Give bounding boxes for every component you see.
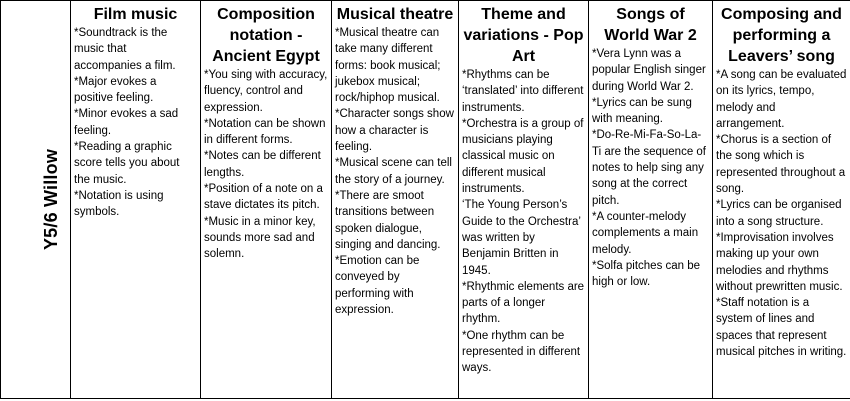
- unit-cell-composition-notation: [201, 1, 332, 399]
- unit-points: [716, 67, 847, 360]
- unit-cell-leavers-song: [713, 1, 850, 399]
- list-item: *Notation can be shown in different forms.: [204, 117, 326, 147]
- list-item: *Major evokes a positive feeling.: [74, 75, 157, 105]
- list-item: *Soundtrack is the music that accompanies a film.: [74, 27, 176, 72]
- unit-title: Songs of World War 2: [604, 6, 697, 44]
- unit-title: Composition notation - Ancient Egypt: [212, 6, 320, 65]
- list-item: *Emotion can be conveyed by performing with expression.: [335, 255, 420, 317]
- unit-title: Film music: [93, 6, 178, 23]
- unit-points: [592, 46, 709, 290]
- unit-cell-musical-theatre: [332, 1, 459, 399]
- unit-points: [74, 25, 197, 221]
- list-item: *Staff notation is a system of lines and spaces that represent musical pitches in writing.: [716, 297, 847, 359]
- list-item: *Do-Re-Mi-Fa-So-La-Ti are the sequence of notes to help sing any song at the correct pitch.: [592, 129, 707, 207]
- unit-cell-songs-of-ww2: [589, 1, 713, 399]
- list-item: *Rhythmic elements are parts of a longer rhythm.: [462, 280, 585, 326]
- list-item: *Chorus is a section of the song which is represented throughout a song.: [716, 134, 846, 196]
- list-item: *Musical scene can tell the story of a journey.: [335, 157, 452, 186]
- list-item: *There are smoot transitions between spoken dialogue, singing and dancing.: [335, 189, 441, 251]
- list-item: *Minor evokes a sad feeling.: [74, 108, 179, 137]
- unit-cell-theme-and-variations: [459, 1, 589, 399]
- list-item: ‘The Young Person’s Guide to the Orchestra’ was written by Benjamin Britten in 1945.: [462, 199, 581, 277]
- list-item: *Notation is using symbols.: [74, 189, 164, 219]
- list-item: *Musical theatre can take many different forms: book musical; jukebox musical; rock/hiphop musical.: [335, 27, 441, 105]
- table-row: [1, 1, 850, 399]
- list-item: *A song can be evaluated on its lyrics, tempo, melody and arrangement.: [716, 69, 847, 130]
- list-item: *One rhythm can be represented in different ways.: [462, 329, 581, 375]
- unit-points: [204, 67, 328, 263]
- unit-title: Musical theatre: [336, 6, 454, 23]
- list-item: *Notes can be different lengths.: [204, 150, 321, 179]
- list-item: *Position of a note on a stave dictates its pitch.: [204, 183, 323, 212]
- list-item: *Character songs show how a character is feeling.: [335, 108, 454, 154]
- unit-points: [462, 67, 585, 377]
- list-item: *A counter-melody complements a main melody.: [592, 210, 699, 256]
- list-item: *Improvisation involves making up your own melodies and rhythms without prewritten music.: [716, 231, 843, 293]
- year-group-cell: [1, 1, 71, 399]
- list-item: *Solfa pitches can be high or low.: [592, 259, 701, 289]
- list-item: *Reading a graphic score tells you about the music.: [74, 141, 180, 186]
- unit-cell-film-music: [71, 1, 201, 399]
- list-item: *Rhythms can be ‘translated’ into different instruments.: [462, 69, 584, 114]
- year-group-label: Y5/6 Willow: [41, 148, 62, 251]
- list-item: *Music in a minor key, sounds more sad and solemn.: [204, 215, 316, 261]
- unit-title: Theme and variations - Pop Art: [463, 6, 584, 65]
- unit-points: [335, 25, 455, 318]
- list-item: *You sing with accuracy, fluency, control and expression.: [204, 69, 328, 114]
- list-item: *Vera Lynn was a popular English singer during World War 2.: [592, 48, 706, 93]
- list-item: *Orchestra is a group of musicians playing classical music on different musical instruments.: [462, 117, 584, 196]
- list-item: *Lyrics can be organised into a song structure.: [716, 199, 842, 228]
- unit-title: Composing and performing a Leavers’ song: [721, 6, 842, 65]
- list-item: *Lyrics can be sung with meaning.: [592, 96, 692, 126]
